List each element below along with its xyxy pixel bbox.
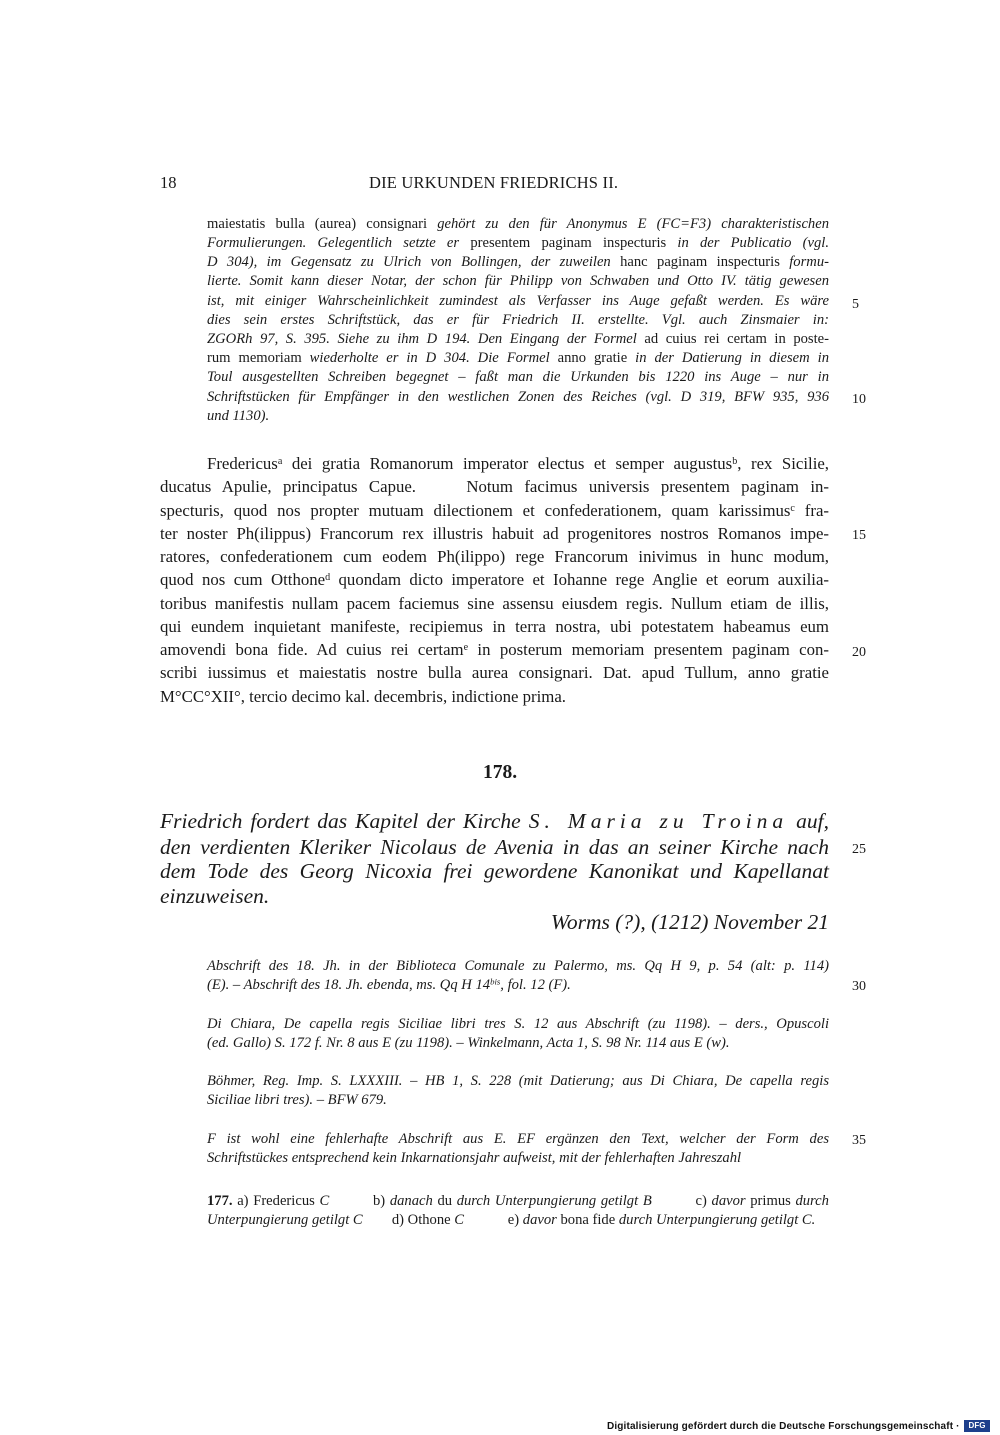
text-segment: quondam dicto imperatore et Iohanne rege Anglie et eorum auxilia- (330, 570, 829, 589)
text-segment: ratores, confederationem cum eodem Ph(ilippo) rege Francorum inivimus in hunc modum, (160, 547, 829, 566)
commentary-line (207, 370, 829, 385)
text-segment: ist, mit einiger Wahrscheinlichkeit zumindest als Verfasser ins Auge gefaßt werden. Es wäre (207, 293, 829, 309)
text-segment: Fredericus (207, 454, 278, 473)
text-segment: b) (329, 1193, 390, 1209)
text-segment: auf, (788, 809, 829, 833)
text-segment: durch Unterpungierung getilgt C. (618, 1212, 816, 1228)
text-segment: e) (464, 1212, 523, 1228)
text-segment: Schriftstückes entsprechend kein Inkarnationsjahr aufweist, mit der fehlerhaften Jahreszahl (207, 1150, 742, 1166)
text-segment: gehört zu den für Anonymus E (FC=F3) charakteristischen (437, 216, 829, 232)
footnote-marker: c (790, 502, 795, 514)
text-segment: durch Unterpungierung getilgt B (456, 1193, 652, 1209)
text-segment: F ist wohl eine fehlerhafte Abschrift aus E. EF ergänzen den Text, welcher der Form des (207, 1131, 829, 1147)
document-text-line (160, 665, 829, 682)
text-segment: toribus manifestis nullam pacem faciemus sine assensu eiusdem regis. Nullum etiam de illis, (160, 594, 829, 613)
text-segment: dies sein erstes Schriftstück, das er für Friedrich II. erstellte. Vgl. auch Zinsmaier in: (207, 312, 829, 328)
apparatus-line (207, 1036, 829, 1051)
document-text-line (160, 619, 829, 636)
text-segment: Formulierungen. Gelegentlich setzte er (207, 235, 471, 251)
margin-line-number: 35 (852, 1133, 866, 1148)
text-segment: Böhmer, Reg. Imp. S. LXXXIII. – HB 1, S. 228 (mit Datierung; aus Di Chiara, De capella regis (207, 1073, 829, 1089)
text-segment: Di Chiara, De capella regis Siciliae libri tres S. 12 aus Abschrift (zu 1198). – ders., Opuscoli (207, 1016, 829, 1032)
text-segment: formu- (789, 254, 829, 270)
margin-line-number: 25 (852, 842, 866, 857)
text-segment: Friedrich fordert das Kapitel der Kirche (160, 809, 529, 833)
text-segment: quod nos cum Otthone (160, 570, 326, 589)
footnote-line (207, 1194, 829, 1209)
text-segment: durch (795, 1193, 829, 1209)
commentary-line (207, 313, 829, 328)
regest-line (160, 886, 829, 908)
text-segment: primus (750, 1193, 796, 1209)
footnote-marker: a (277, 455, 283, 467)
apparatus-line (207, 1093, 829, 1108)
text-segment: qui eundem inquietant manifeste, recipiemus in terra nostra, ubi potestatem habeamus eum (160, 617, 829, 636)
document-text-line (160, 596, 829, 613)
text-segment: Toul ausgestellten Schreiben begegnet – faßt man die Urkunden bis 1220 ins Auge – nur in (207, 369, 829, 385)
text-segment: bona fide (560, 1212, 619, 1228)
text-segment: Unterpungierung getilgt C (207, 1212, 363, 1228)
footnote-marker: e (463, 641, 469, 653)
text-segment: (E). – Abschrift des 18. Jh. ebenda, ms. Qq H 14 (207, 977, 491, 993)
apparatus-line (207, 1132, 829, 1147)
text-segment: S. Maria zu Troina (528, 809, 789, 833)
document-text-line (160, 526, 829, 543)
margin-line-number: 20 (852, 645, 866, 660)
text-segment: und 1130). (207, 408, 270, 424)
apparatus-line (207, 1151, 829, 1166)
regest-line (160, 811, 829, 833)
text-segment: du (437, 1193, 457, 1209)
text-segment: in der Datierung in diesem in (635, 350, 829, 366)
text-segment: in der Publicatio (vgl. (677, 235, 829, 251)
place-date: Worms (?), (1212) November 21 (550, 910, 829, 934)
running-title: DIE URKUNDEN FRIEDRICHS II. (369, 173, 619, 192)
commentary-line (207, 390, 829, 405)
text-segment: presentem paginam inspecturis (470, 235, 678, 251)
text-segment: C (319, 1193, 330, 1209)
dfg-logo: DFG (964, 1420, 990, 1432)
text-segment: ducatus Apulie, principatus Capue. Notum facimus universis presentem paginam in- (160, 477, 829, 496)
text-segment: C (454, 1212, 465, 1228)
apparatus-line (207, 1074, 829, 1089)
document-text-line (160, 503, 829, 520)
document-text-line (160, 689, 829, 706)
commentary-line (207, 332, 829, 347)
text-segment: einzuweisen. (160, 884, 270, 908)
text-segment: danach (389, 1193, 438, 1209)
apparatus-line (207, 978, 829, 993)
text-segment: M°CC°XII°, tercio decimo kal. decembris, indictione prima. (160, 687, 566, 706)
text-segment: Abschrift des 18. Jh. in der Biblioteca Comunale zu Palermo, ms. Qq H 9, p. 54 (alt: p. 114) (207, 958, 829, 974)
margin-line-number: 5 (852, 297, 859, 312)
text-segment: davor (522, 1212, 561, 1228)
footnote-marker: d (325, 571, 331, 583)
commentary-line (207, 294, 829, 309)
footnote-line (207, 1213, 829, 1228)
text-segment: lierte. Somit kann dieser Notar, der schon für Philipp von Schwaben und Otto IV. tätig gewesen (207, 273, 829, 289)
text-segment: c) (651, 1193, 712, 1209)
text-segment: dem Tode des Georg Nicoxia frei gewordene Kanonikat und Kapellanat (160, 859, 829, 883)
regest-line (160, 837, 829, 859)
text-segment: amovendi bona fide. Ad cuius rei certam (160, 640, 464, 659)
text-segment: Siciliae libri tres). – BFW 679. (207, 1092, 387, 1108)
text-segment: davor (711, 1193, 751, 1209)
text-segment: hanc paginam inspecturis (620, 254, 790, 270)
text-segment: a) Fredericus (232, 1193, 320, 1209)
text-segment: 177. (207, 1193, 233, 1209)
text-segment: D 304), im Gegensatz zu Ulrich von Bollingen, der zuweilen (207, 254, 621, 270)
text-segment: , fol. 12 (F). (500, 977, 571, 993)
footer-credit: Digitalisierung gefördert durch die Deutsche Forschungsgemeinschaft · (607, 1421, 960, 1432)
text-segment: d) Othone (362, 1212, 455, 1228)
text-segment: fra- (794, 501, 829, 520)
text-segment: maiestatis bulla (aurea) consignari (207, 216, 438, 232)
commentary-line (207, 217, 829, 232)
document-text-line (160, 549, 829, 566)
document-text-line (160, 479, 829, 496)
text-segment: dei gratia Romanorum imperator electus et semper augustus (282, 454, 733, 473)
apparatus-line (207, 1017, 829, 1032)
text-segment: in posterum memoriam presentem paginam con- (468, 640, 829, 659)
text-segment: rum memoriam (207, 350, 310, 366)
commentary-line (207, 351, 829, 366)
commentary-line (207, 255, 829, 270)
document-text-line (160, 572, 829, 589)
document-text-line (207, 456, 829, 473)
footnote-marker: bis (490, 976, 501, 987)
commentary-line (207, 236, 829, 251)
margin-line-number: 15 (852, 528, 866, 543)
document-text-line (160, 642, 829, 659)
commentary-line (207, 409, 829, 424)
margin-line-number: 30 (852, 979, 866, 994)
footnote-marker: b (732, 455, 738, 467)
apparatus-line (207, 959, 829, 974)
commentary-line (207, 274, 829, 289)
text-segment: ter noster Ph(ilippus) Francorum rex illustris habuit ad progenitores nostros Romanos impe- (160, 524, 829, 543)
text-segment: , rex Sicilie, (737, 454, 830, 473)
text-segment: ZGORh 97, S. 395. Siehe zu ihm D 194. Den Eingang der Formel (207, 331, 645, 347)
text-segment: Schriftstücken für Empfänger in den westlichen Zonen des Reiches (vgl. D 319, BFW 935, 936 (207, 389, 829, 405)
text-segment: den verdienten Kleriker Nicolaus de Avenia in das an seiner Kirche nach (160, 835, 829, 859)
text-segment: specturis, quod nos propter mutuam dilectionem et confederationem, quam karissimus (160, 501, 791, 520)
text-segment: (ed. Gallo) S. 172 f. Nr. 8 aus E (zu 1198). – Winkelmann, Acta 1, S. 98 Nr. 114 aus E (w). (207, 1035, 730, 1051)
regest-line (160, 861, 829, 883)
margin-line-number: 10 (852, 392, 866, 407)
document-number: 178. (482, 762, 518, 783)
text-segment: anno gratie (557, 350, 636, 366)
text-segment: wiederholte er in D 304. Die Formel (309, 350, 558, 366)
page-number: 18 (160, 173, 177, 192)
text-segment: ad cuius rei certam in poste- (644, 331, 829, 347)
text-segment: scribi iussimus et maiestatis nostre bulla aurea consignari. Dat. apud Tullum, anno gratie (160, 663, 829, 682)
